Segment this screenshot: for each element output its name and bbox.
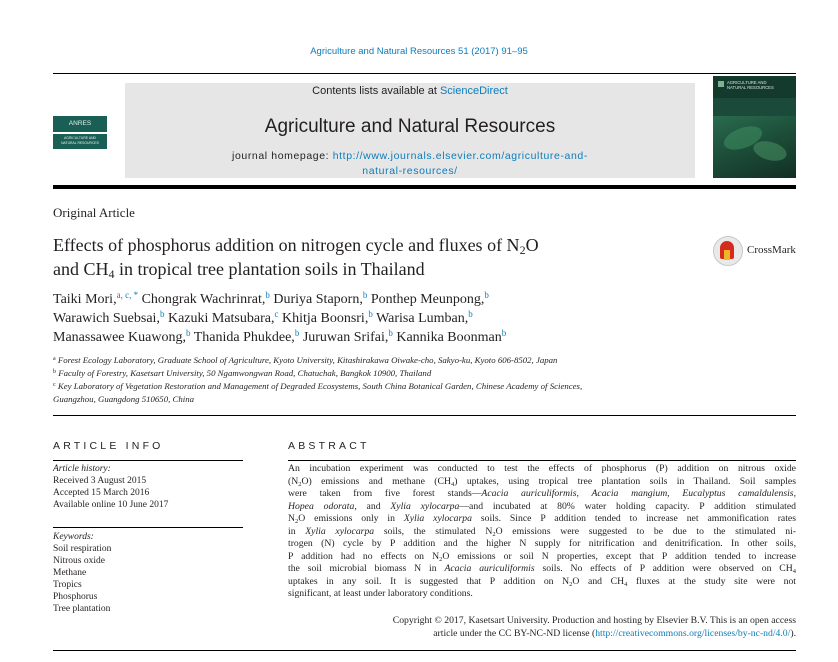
abstract-line: Hopea odorata, and Xylia xylocarpa—and incubated at 80% water holding capacity. P addition stimulated — [288, 500, 796, 512]
abstract-line: significant, at least under laboratory conditions. — [288, 588, 473, 600]
author[interactable]: Kazuki Matsubara,$^c$ — [167, 309, 279, 326]
keyword: Methane — [53, 568, 87, 578]
anres-logo — [53, 116, 107, 149]
author[interactable]: Ponthep Meunpong,$^b$ — [370, 290, 489, 307]
abstract-line: the soil microbial biomass N in Acacia auriculiformis soils. No effects of P addition were observed on $CH_4$ — [288, 563, 796, 576]
keyword: Nitrous oxide — [53, 556, 105, 566]
article-type: Original Article — [53, 205, 135, 220]
received-date: Received 3 August 2015 — [53, 476, 147, 486]
author[interactable]: Warawich Suebsai,$^b$ — [53, 309, 165, 326]
affiliation: $^c$ Key Laboratory of Vegetation Restoration and Management of Degraded Ecosystems, South China Botanical Garden, Chinese Academy of Sciences, — [53, 381, 583, 391]
contents-line: Contents lists available at ScienceDirect — [312, 85, 508, 97]
cover-logo-icon — [718, 81, 724, 87]
license-link[interactable]: http://creativecommons.org/licenses/by-nc-nd/4.0/ — [595, 628, 791, 639]
abstract-line: uptakes in any soil. It is suggested that P addition on $N_2O$ and $CH_4$ fluxes at the study site were not — [288, 575, 796, 588]
sciencedirect-link[interactable]: ScienceDirect — [439, 85, 508, 97]
keywords: Keywords: Soil respiration Nitrous oxide Methane Tropics Phosphorus Tree plantation — [53, 531, 243, 615]
footer-rule — [53, 650, 796, 651]
abstract-line: An incubation experiment was conducted to test the effects of phosphorus (P) addition on nitrous oxide — [288, 463, 796, 474]
abstract-line: were taken from five forest stands—Acacia auriculiformis, Acacia mangium, Eucalyptus camaldulensis, — [288, 488, 797, 500]
abstract-line: $N_2O$ emissions only in Xylia xylocarpa soils. Since P addition tended to increase net ammonification rates — [288, 513, 796, 526]
article-title: Effects of phosphorus addition on nitrogen cycle and fluxes of $N_2O$ and $CH_4$ in tropical tree plantation soils in Thailand — [53, 235, 539, 281]
section-rule — [53, 415, 796, 416]
keyword: Soil respiration — [53, 544, 112, 554]
keyword: Tropics — [53, 580, 82, 590]
affiliation: $^a$ Forest Ecology Laboratory, Graduate School of Agriculture, Kyoto University, Kitashirakawa Oiwake-cho, Sakyo-ku, Kyoto 606-8502, Japan — [53, 355, 558, 365]
abstract-line: P addition had no effects on $N_2O$ emissions or soil N properties, except that P addition tended to increase — [288, 550, 796, 563]
article-history: Article history: Received 3 August 2015 Accepted 15 March 2016 Available online 10 June 2017 — [53, 463, 243, 511]
header-rule — [53, 73, 796, 74]
abstract-line: in Xylia xylocarpa soils, the stimulated $N_2O$ emissions were suggested to be due to the stimulated ni- — [288, 525, 796, 538]
homepage-link-cont[interactable]: natural-resources/ — [362, 165, 458, 177]
journal-homepage: journal homepage: http://www.journals.elsevier.com/agriculture-and- natural-resources/ — [232, 150, 588, 177]
affiliation: $^b$ Faculty of Forestry, Kasetsart University, 50 Ngamwongwan Road, Chatuchak, Bangkok 10900, Thailand — [53, 368, 432, 378]
author[interactable]: Chongrak Wachrinrat,$^b$ — [141, 290, 270, 307]
article-info-heading: ARTICLE INFO — [53, 440, 164, 452]
copyright-notice: Copyright © 2017, Kasetsart University. Production and hosting by Elsevier B.V. This is an open access article under the CC BY-NC-ND license (http://creativecommons.org/licenses/by-nc-nd/4.0/). — [392, 615, 796, 639]
journal-citation[interactable]: Agriculture and Natural Resources 51 (2017) 91–95 — [310, 46, 528, 57]
author[interactable]: Taiki Mori,$^{a, c, *}$ — [53, 290, 139, 307]
author[interactable]: Kannika Boonman$^b$ — [396, 328, 507, 345]
anres-logo-subtitle: AGRICULTURE AND NATURAL RESOURCES — [53, 134, 107, 149]
online-date: Available online 10 June 2017 — [53, 500, 169, 510]
affiliation: Guangzhou, Guangdong 510650, China — [53, 394, 194, 404]
abstract-line: $(N_2O)$ emissions and methane $(CH_4)$ uptakes, using tropical tree plantation soils in Thailand. Soil samples — [288, 475, 796, 488]
abstract-heading: ABSTRACT — [288, 440, 370, 452]
author[interactable]: Khitja Boonsri,$^b$ — [281, 309, 373, 326]
author[interactable]: Warisa Lumban,$^b$ — [376, 309, 473, 326]
crossmark-label: CrossMark — [747, 244, 796, 256]
author[interactable]: Juruwan Srifai,$^b$ — [302, 328, 393, 345]
homepage-link[interactable]: http://www.journals.elsevier.com/agriculture-and- — [332, 150, 588, 162]
anres-logo-label: ANRES — [53, 116, 107, 132]
journal-masthead — [125, 83, 695, 178]
accepted-date: Accepted 15 March 2016 — [53, 488, 150, 498]
author[interactable]: Duriya Staporn,$^b$ — [273, 290, 368, 307]
journal-title: Agriculture and Natural Resources — [264, 116, 556, 137]
abstract-text — [288, 463, 796, 601]
author-list — [53, 290, 653, 347]
keyword: Tree plantation — [53, 604, 111, 614]
masthead-rule — [53, 185, 796, 189]
author[interactable]: Manassawee Kuawong,$^b$ — [53, 328, 191, 345]
journal-cover-thumbnail[interactable] — [713, 76, 796, 178]
keyword: Phosphorus — [53, 592, 98, 602]
crossmark-badge[interactable] — [713, 236, 805, 266]
abstract-line: trogen (N) cycle by P addition and the higher N supply for nitrification and denitrification. In other soils, — [288, 538, 796, 550]
cover-title: AGRICULTURE AND NATURAL RESOURCES — [727, 80, 774, 90]
affiliations — [53, 354, 713, 406]
author[interactable]: Thanida Phukdee,$^b$ — [193, 328, 300, 345]
